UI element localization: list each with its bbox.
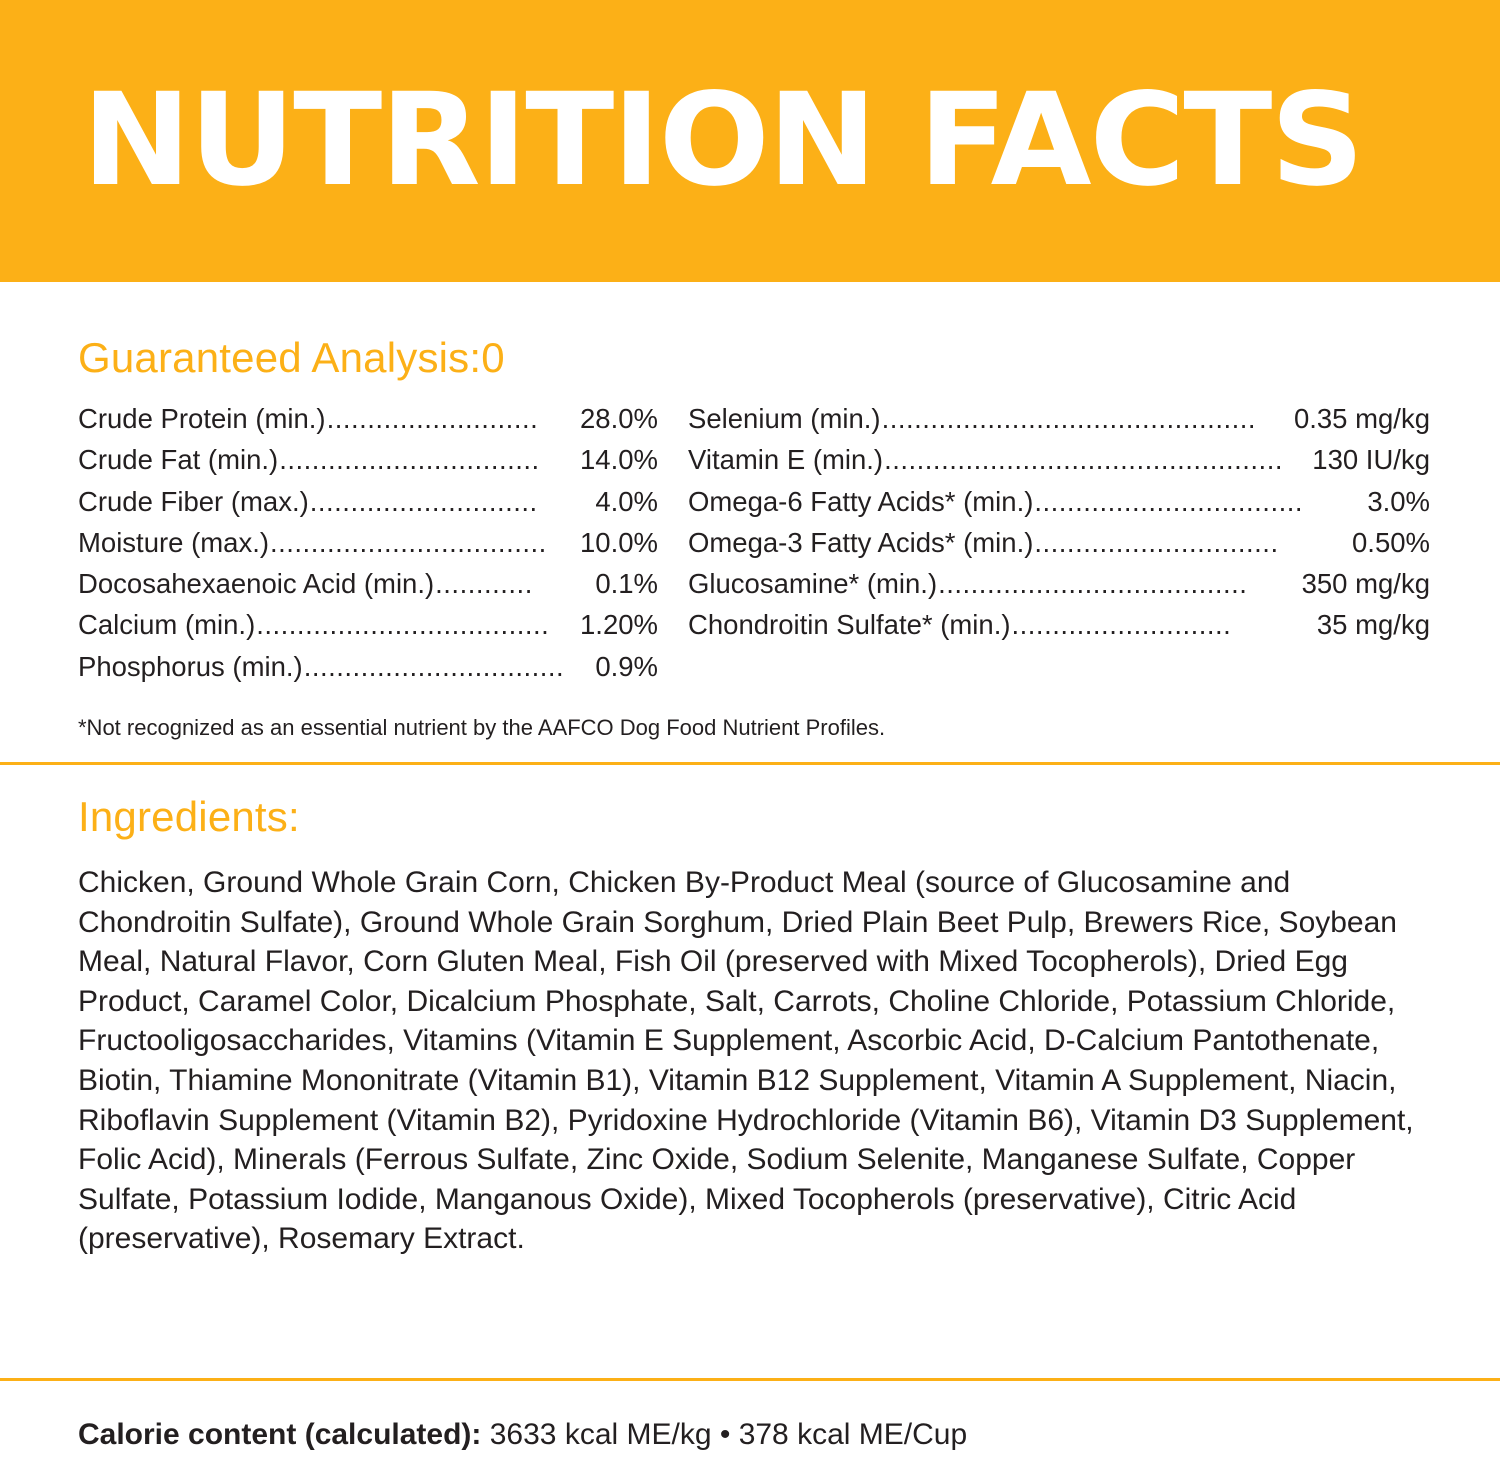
analysis-row: [78, 481, 658, 522]
leader-dots: .................................................: [884, 444, 1283, 476]
analysis-value: 130 IU/kg: [1312, 444, 1430, 476]
leader-dots: ............: [435, 568, 533, 599]
analysis-value: 3.0%: [1367, 485, 1430, 517]
calorie-section: [0, 1378, 1500, 1452]
analysis-label: Crude Protein (min.): [78, 403, 326, 434]
leader-dots: ................................: [279, 444, 540, 476]
analysis-footnote: *Not recognized as an essential nutrient by the AAFCO Dog Food Nutrient Profiles.: [78, 714, 886, 740]
leader-dots: ..........................: [326, 403, 539, 434]
analysis-value: 0.35 mg/kg: [1293, 403, 1430, 434]
analysis-label: Omega-3 Fatty Acids* (min.): [688, 526, 1034, 558]
analysis-row: [78, 604, 658, 645]
page-title: NUTRITION FACTS: [82, 66, 1363, 215]
leader-dots: ...........................: [1011, 609, 1232, 641]
calorie-content-line: [78, 1418, 1500, 1452]
analysis-value: 28.0%: [580, 403, 658, 434]
guaranteed-analysis-heading: Guaranteed Analysis:0: [78, 334, 505, 381]
analysis-label: Selenium (min.): [688, 403, 881, 434]
leader-dots: ....................................: [256, 609, 550, 641]
analysis-label: Crude Fat (min.): [78, 444, 279, 476]
leader-dots: ............................: [309, 485, 538, 517]
analysis-label: Vitamin E (min.): [688, 444, 884, 476]
analysis-row: [688, 439, 1430, 480]
analysis-value: 10.0%: [580, 526, 658, 558]
analysis-label: Chondroitin Sulfate* (min.): [688, 609, 1011, 641]
leader-dots: ..................................: [270, 526, 547, 558]
leader-dots: ................................: [303, 650, 565, 682]
analysis-row: [78, 439, 658, 480]
guaranteed-analysis-left-column: [78, 398, 658, 687]
analysis-value: 14.0%: [580, 444, 658, 476]
analysis-value: 350 mg/kg: [1301, 568, 1430, 599]
analysis-label: Glucosamine* (min.): [688, 568, 938, 599]
calorie-value: 3633 kcal ME/kg • 378 kcal ME/Cup: [481, 1418, 968, 1451]
analysis-label: Moisture (max.): [78, 526, 269, 558]
analysis-label: Phosphorus (min.): [78, 650, 303, 682]
analysis-label: Crude Fiber (max.): [78, 485, 309, 517]
analysis-row: [78, 563, 658, 604]
analysis-row: [78, 398, 658, 439]
analysis-row: [688, 522, 1430, 563]
guaranteed-analysis-section: [0, 282, 1500, 741]
ingredients-section: [0, 765, 1500, 1259]
analysis-label: Omega-6 Fatty Acids* (min.): [688, 485, 1034, 517]
leader-dots: .................................: [1034, 485, 1304, 517]
ingredients-text: Chicken, Ground Whole Grain Corn, Chicken By-Product Meal (source of Glucosamine and Chondroitin Sulfate), Ground Whole Grain Sorghum, Dried Plain Beet Pulp, Brewers Rice, Soybean Meal, Natural Flavor, Corn Gluten Meal, Fish Oil (preserved with Mixed Tocopherols), Dried Egg Product, Caramel Color, Dicalcium Phosphate, Salt, Carrots, Choline Chloride, Potassium Chloride, Fructooligosaccharides, Vitamins (Vitamin E Supplement, Ascorbic Acid, D-Calcium Pantothenate, Biotin, Thiamine Mononitrate (Vitamin B1), Vitamin B12 Supplement, Vitamin A Supplement, Niacin, Riboflavin Supplement (Vitamin B2), Pyridoxine Hydrochloride (Vitamin B6), Vitamin D3 Supplement, Folic Acid), Minerals (Ferrous Sulfate, Zinc Oxide, Sodium Selenite, Manganese Sulfate, Copper Sulfate, Potassium Iodide, Manganous Oxide), Mixed Tocopherols (preservative), Citric Acid (preservative), Rosemary Extract.: [78, 866, 1414, 1256]
analysis-row: [78, 646, 658, 687]
analysis-value: 0.50%: [1352, 526, 1430, 558]
analysis-row: [78, 522, 658, 563]
calorie-label: Calorie content (calculated):: [78, 1418, 482, 1451]
leader-dots: ..............................: [1034, 526, 1279, 558]
guaranteed-analysis-columns: [0, 398, 1500, 687]
analysis-value: 0.1%: [595, 568, 658, 599]
analysis-row: [688, 481, 1430, 522]
analysis-row: [688, 563, 1430, 604]
analysis-value: 4.0%: [595, 485, 658, 517]
analysis-label: Calcium (min.): [78, 609, 256, 641]
analysis-row: [688, 604, 1430, 645]
analysis-value: 1.20%: [580, 609, 658, 641]
analysis-value: 35 mg/kg: [1316, 609, 1430, 641]
header-banner: [0, 0, 1500, 282]
analysis-value: 0.9%: [595, 650, 658, 682]
analysis-label: Docosahexaenoic Acid (min.): [78, 568, 435, 599]
leader-dots: ..............................................: [881, 403, 1257, 434]
leader-dots: ......................................: [938, 568, 1248, 599]
guaranteed-analysis-right-column: [688, 398, 1430, 687]
ingredients-heading: Ingredients:: [78, 793, 300, 840]
analysis-row: [688, 398, 1430, 439]
